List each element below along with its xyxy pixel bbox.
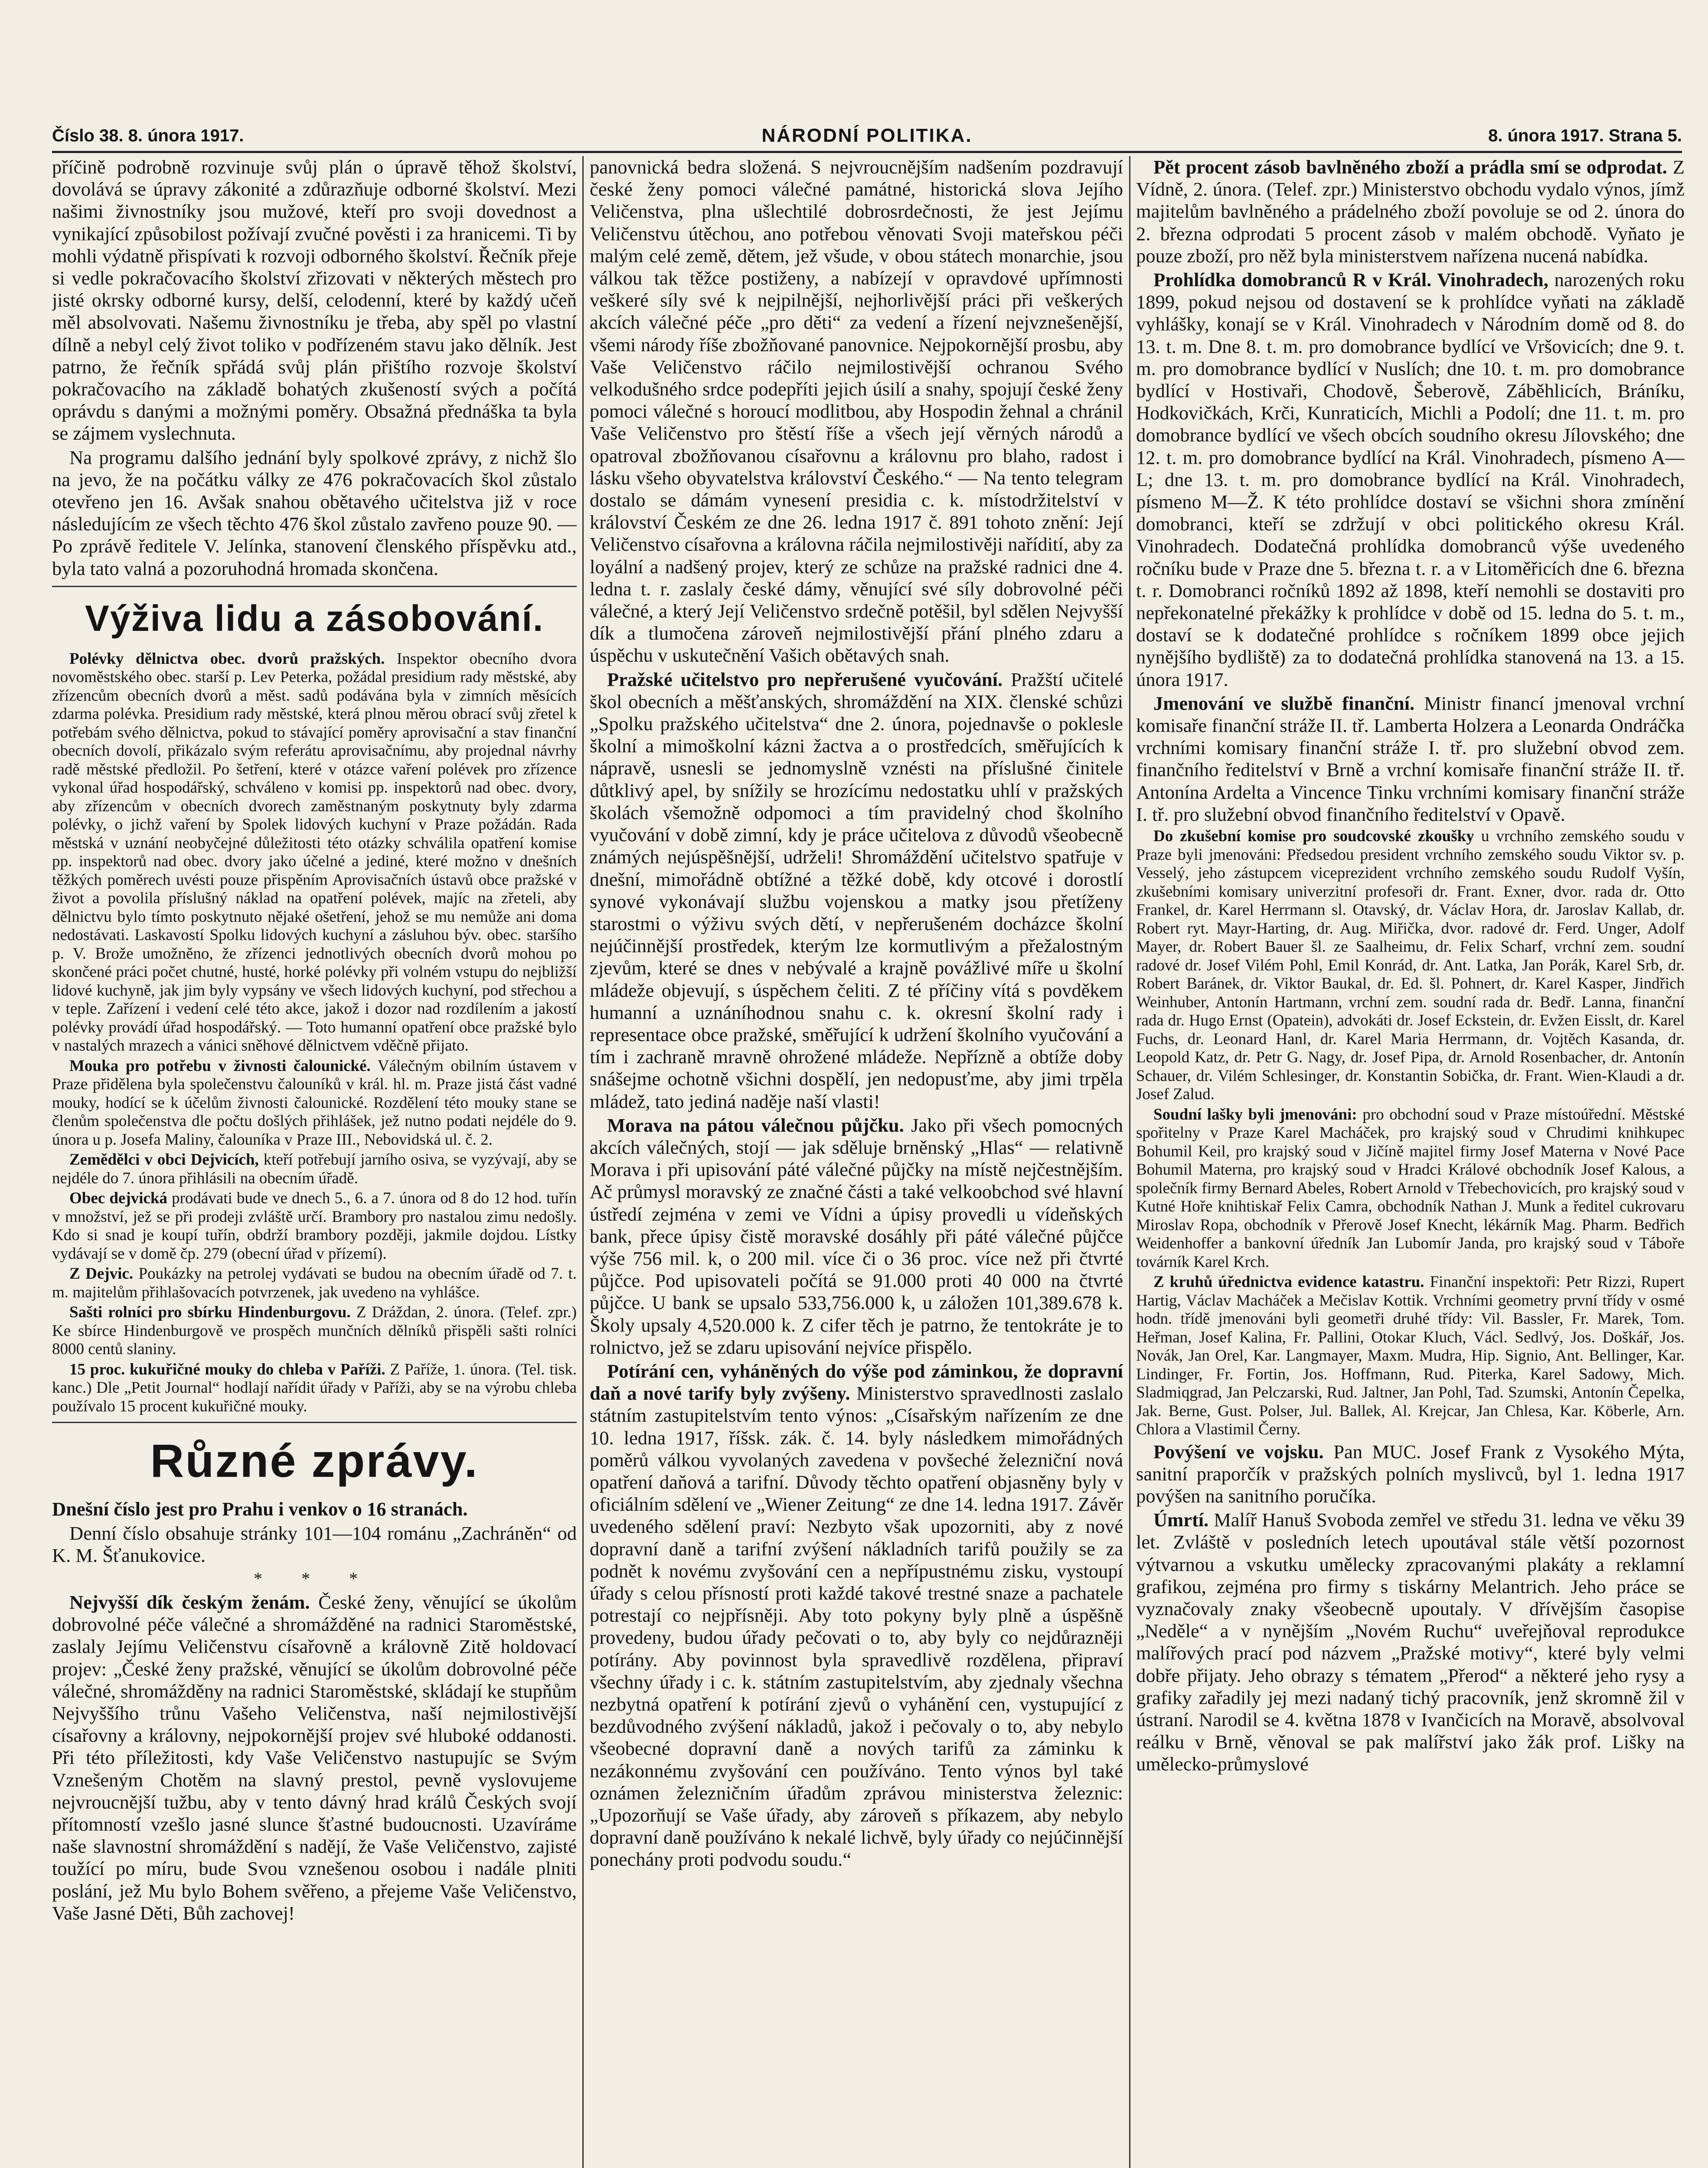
- news-title: Prohlídka domobranců R v Král. Vinohradech,: [1153, 269, 1548, 291]
- news-item: [1136, 1106, 1685, 1272]
- article-title: Polévky dělnictva obec. dvorů pražských.: [69, 650, 385, 668]
- news-item: [1136, 692, 1685, 826]
- article: [52, 1151, 577, 1188]
- issue-date-left: Číslo 38. 8. února 1917.: [52, 126, 244, 145]
- article: [52, 1057, 577, 1149]
- news-title: Potírání cen, vyháněných do výše pod záminkou, že dopravní daň a nové tarify byly zvýšeny.: [590, 1360, 1123, 1404]
- article-title: Obec dejvická: [69, 1189, 167, 1208]
- article-body: Inspektor obecního dvora novoměstského obec. starší p. Lev Peterka, požádal presidium rady městské, aby zřízencům obecních dvorů a měst. sadů podávána byla v zimních měsících zdarma polévka. Presidium rady městské, která plnou měrou obrací svůj zřetel k potřebám svého dělnictva, pokud to stávající poměry aprovisační a stav finanční obecních dovolí, přikázalo svým referátu aprovisačnímu, aby projednal návrhy radě městské předložil. Po šetření, které v otázce vaření polévek pro zřízence vykonal úřad hospodářský, schváleno v komisi pp. inspektorů nad obec. dvory, aby zřízencům v obecních dvorech zaměstnaným poskytnuty byly zdarma polévky, o jichž vaření by Spolek lidových kuchyní v Praze požádán. Rada městská v uznání neobyčejné důležitosti této otázky schválila opatření komise pp. inspektorů nad obec. dvory jako účelné a jediné, které možno v dnešních těžkých poměrech uvésti pouze přispěním Aprovisačních ústavů obce pražské v život a povolila příslušný náklad na opatření polévek, majíc na zřeteli, aby dělnictvu bylo tímto poskytnuto nějaké ošetření, jehož se mu nemůže ani doma nedostávati. Laskavostí Spolku lidových kuchyní a zásluhou býv. obec. staršího p. V. Brože umožněno, že zřízenci jednotlivých obecních dvorů mohou po skončené práci počet chutné, husté, horké polévky při volném vstupu do nejbližší lidové kuchyně, jak jim byly vypsány ve všech lidových kuchyní, pod střechou a v teple. Zařízení i vedení celé této akce, jakož i dozor nad rozdílením a jakostí polévky provádí úřad hospodářský. — Toto humanní opatření obce pražské bylo v nastalých mrazech a vánici sněhové dělnictvem vděčně přijato.: [52, 650, 577, 1055]
- news-body: u vrchního zemského soudu v Praze byli jmenováni: Předsedou president vrchního zemského soudu Viktor sv. p. Vesselý, jeho zástupcem viceprezident vrchního zemského soudu Rudolf Vyšín, zkušebními komisary univerzitní profesoři dr. Frant. Exner, dvor. rada dr. Otto Frankel, dr. Karel Herrmann sl. Otavský, dr. Václav Hora, dr. Jaroslav Kallab, dr. Robert ryt. Mayr-Harting, dr. Aug. Miřička, dvor. radové dr. Ferd. Unger, Adolf Mayer, dr. Robert Bauer šl. ze Saalheimu, dr. Felix Scharf, vrchní zem. soudní radové dr. Josef Vilém Pohl, Emil Konrád, dr. Ant. Latka, Jan Porák, Karel Srb, dr. Robert Baránek, dr. Viktor Baukal, dr. Ed. šl. Pohnert, dr. Karel Kasper, Jindřich Weinhuber, Antonín Hartmann, vrchní zem. soudní rada dr. Bedř. Lanna, finanční rada dr. Hugo Ernst (Opatein), advokáti dr. Josef Eckstein, dr. Evžen Eisslt, dr. Karel Fuchs, dr. Leonard Hanl, dr. Karel Maria Herrmann, dr. Vojtěch Kasanda, dr. Leopold Katz, dr. Petr G. Nagy, dr. Josef Pipa, dr. Arnold Rosenbacher, dr. Antonín Schauer, dr. Vilém Schlesinger, dr. Konstantin Sobička, dr. Frant. Wien-Klaudi a dr. Josef Zalud.: [1136, 827, 1685, 1104]
- news-item: [1136, 1441, 1685, 1508]
- news-title: Jmenování ve službě finanční.: [1153, 692, 1415, 714]
- news-body: Z Vídně, 2. února. (Telef. zpr.) Ministerstvo obchodu vydalo výnos, jímž majitelům bavlněného a prádelného zboží povoluje se od 2. února do 2. března odprodati 5 procent zásob v malém obchodě. Vyňato je pouze zboží, pro něž byla ministerstvem nařízena nucená nabídka.: [1136, 156, 1685, 267]
- paragraph: příčině podrobně rozvinuje svůj plán o úpravě těhož školství, dovolává se úpravy zákonité a zdůrazňuje odborné školství. Mezi našimi živnostníky jsou mužové, kteří pro svoji dovednost a vynikající způsobilost požívají zvučné pověsti i za hranicemi. Ti by mohli výdatně přispívati k rozvoji odborného školství. Řečník přeje si vedle pokračovacího školství zřizovati v některých městech pro jisté okrsky odborné kursy, delší, celodenní, které by každý učeň měl absolvovati. Našemu živnostníku je třeba, aby spěl po vlastní dílně a nebyl celý život toliko v podřízeném stavu jako dělník. Jest patrno, že řečník spřádá svůj plán přištího rozvoje školství pokračovacího na základě bohatých zkušeností svých a počítá oprávdu s danými a možnými poměry. Obsažná přednáška ta byla se zájmem vyslechnuta.: [52, 156, 577, 444]
- news-item: [1136, 269, 1685, 691]
- newspaper-title: NÁRODNÍ POLITIKA.: [761, 125, 973, 146]
- column-divider: [582, 156, 584, 2168]
- article-title: Zemědělci v obci Dejvicích,: [69, 1151, 259, 1169]
- news-title: Soudní lašky byli jmenováni:: [1153, 1105, 1357, 1123]
- news-title: Pět procent zásob bavlněného zboží a prádla smí se odprodat.: [1153, 156, 1667, 178]
- news-body: Malíř Hanuš Svoboda zemřel ve středu 31. ledna ve věku 39 let. Zvláště v posledních letech upoutával stále větší pozornost výtvarnou a vskutku umělecky zpracovanými plakáty a reklamní grafikou, zejména pro firmy s tiskárny Melantrich. Jeho práce se vyznačovaly znaky všeobecně upoutaly. V dřívějším časopise „Neděle“ a v nynějším „Novém Ruchu“ uveřejňoval reprodukce malířových prací pod názvem „Pražské motivy“, které byly velmi dobře přijaty. Jeho obrazy s tématem „Přerod“ a některé jeho rysy a grafiky zařadily jej mezi nadaný tichý pracovník, jenž skromně žil v ústraní. Narodil se 4. května 1878 v Ivančicích na Moravě, absolvoval reálku v Brně, věnoval se pak malířství jako žák prof. Lišky na umělecko-průmyslové: [1136, 1509, 1685, 1775]
- article: [52, 1303, 577, 1359]
- news-body: narozených roku 1899, pokud nejsou od dostavení se k prohlídce vyňati na základě vyhlášky, konají se v Král. Vinohradech v Národním domě od 8. do 13. t. m. Dne 8. t. m. pro domobrance bydlící ve Vršovicích; dne 9. t. m. pro domobrance bydlící v Nuslích; dne 10. t. m. pro domobrance bydlící v Hostivaři, Chodově, Šeberově, Záběhlicích, Bráníku, Hodkovičkách, Krči, Kunraticích, Michli a Podolí; dne 11. t. m. pro domobrance bydlící ve všech obcích soudního okresu Jílovského; dne 12. t. m. pro domobrance bydlící na Král. Vinohradech, písmeno A—L; dne 13. t. m. pro domobrance bydlící na Král. Vinohradech, písmeno M—Ž. K této prohlídce dostaví se všichni shora zmínění domobranci, kteří se zdržují v obci politického okresu Král. Vinohradech. Dodatečná prohlídka domobranců výše uvedeného ročníku bude v Praze dne 5. března t. r. a v Litoměřicích dne 6. března t. r. Domobranci ročníků 1892 až 1898, kteří nemohli se dostaviti pro nepřekonatelné překážky k prohlídce v době od 15. ledna do 5. t. m., dostaví se k dodatečné prohlídce s ročníkem 1899 obce jejich nynějšího bydliště) za to dodatečná prohlídka stanovená na 13. a 15. února 1917.: [1136, 269, 1685, 690]
- section-divider: [52, 1422, 577, 1423]
- section-divider: [52, 586, 577, 587]
- news-item: [1136, 827, 1685, 1104]
- page-number-right: 8. února 1917. Strana 5.: [1488, 126, 1682, 145]
- article-body: Z Dráždan, 2. února. (Telef. zpr.) Ke sbírce Hindenburgově ve prospěch munčních dělníků přispěli sašti rolníci 8000 centů slaniny.: [52, 1303, 577, 1358]
- news-item: [590, 1114, 1123, 1358]
- news-item: [1136, 1509, 1685, 1775]
- news-title: Morava na pátou válečnou půjčku.: [607, 1114, 904, 1136]
- article-body: Válečným obilním ústavem v Praze přidělena byla společenstvu čalouníků v král. hl. m. Praze jistá část vadné mouky, hodící se k účelům živnosti čalounické. Rozdělení této mouky stane se členům společenstva dle počtu došlých přihlášek, jež nutno podati nejdéle do 9. února u p. Josefa Maliny, čalouníka v Praze III., Nebovidská ul. č. 2.: [52, 1057, 577, 1149]
- column-2: [590, 156, 1123, 2168]
- article: [52, 1361, 577, 1416]
- news-title: Do zkušební komise pro soudcovské zkoušky: [1153, 827, 1474, 846]
- news-item: Denní číslo obsahuje stránky 101—104 románu „Zachráněn“ od K. M. Šťanukovice.: [52, 1522, 577, 1566]
- article: [52, 1189, 577, 1263]
- news-title: Z kruhů úřednictva evidence katastru.: [1153, 1273, 1424, 1291]
- news-title: Dnešní číslo jest pro Prahu i venkov o 16 stranách.: [52, 1498, 468, 1520]
- news-item: [590, 1360, 1123, 1871]
- article-title: Mouka pro potřebu v živnosti čalounické.: [69, 1057, 371, 1075]
- column-divider: [1129, 156, 1130, 2168]
- article-body: prodávati bude ve dnech 5., 6. a 7. února od 8 do 12 hod. tuřín v množství, jež se při prodeji zvláště určí. Brambory pro nastalou zimu nedošly. Kdo si snad je koupí tuřín, obdrží brambory později, jakmile dojdou. Lístky vydávají se v domě čp. 279 (obecní úřad v přízemí).: [52, 1189, 577, 1263]
- news-body: České ženy, věnující se úkolům dobrovolné péče válečné a shromážděné na radnici Staroměstské, zaslaly Jejímu Veličenstvu císařovně a královně Zitě holdovací projev: „České ženy pražské, věnující se úkolům dobrovolné péče válečné, shromážděny na radnici Staroměstské, skládají ke stupňům Nejvyššího trůnu Vašeho Veličenstva, naší nejmilostivější císařovny a královny, nejpokornější projev své hluboké oddanosti. Při této příležitosti, kdy Vaše Veličenstvo nastupujíc se Svým Vznešeným Chotěm na slavný prestol, pevně vyslovujeme nejvroucnější tužbu, aby v tento dávný hrad králů Českých svojí přítomností vzešlo jasné slunce šťastné budoucnosti. Uzavíráme naše slavnostní shromáždění s nadějí, že Vaše Veličenstvo, zajisté toužící po míru, bude Svou vznešenou osobou i nadále plniti poslání, jež Mu bylo Bohem svěřeno, a přejeme Vaše Veličenstvo, Vaše Jasné Děti, Bůh zachovej!: [52, 1591, 577, 1924]
- article: [52, 1265, 577, 1302]
- column-1: [52, 156, 577, 2168]
- news-body: Pan MUC. Josef Frank z Vysokého Mýta, sanitní praporčík v pražských polních myslivců, byl 1. ledna 1917 povýšen na sanitního poručíka.: [1136, 1440, 1685, 1507]
- news-title: Pražské učitelstvo pro nepřerušené vyučování.: [607, 668, 1003, 690]
- news-body: pro obchodní soud v Praze místoúřední. Městské spořitelny v Praze Karel Macháček, pro krajský soud v Chrudimi knihkupec Bohumil Keil, pro krajský soud v Jičíně majitel firmy Josef Materna v Nové Pace Bohumil Materna, pro krajský soud v Hradci Králové obchodník Josef Kalous, a společník firmy Bernard Abeles, Robert Arnold v Třebechovicích, pro krajský soud v Kutné Hoře knihtiskař Felix Camra, obchodník Nathan J. Munk a ředitel cukrovaru Miroslav Ropa, obchodník v Přerově Josef Knecht, lékárník Mag. Pharm. Bedřich Weidenhoffer a bankovní úředník Jan Lubomír Janda, pro krajský soud v Táboře továrník Karel Krch.: [1136, 1105, 1685, 1271]
- news-item: [52, 1591, 577, 1924]
- section-heading-ruzne: Různé zprávy.: [150, 1434, 479, 1487]
- news-body: Pražští učitelé škol obecních a měšťanských, shromáždění na XIX. členské schůzi „Spolku pražského učitelstva“ dne 2. února, pojednavše o poklesle školní a mimoškolní kázni žactva a o prostředcích, směřujících k nápravě, usnesli se jednomyslně vznésti na příslušné činitele důtklivý apel, by snížily se hrozícímu nedostatku uhlí v pražských školách všemožně odpomoci a tím pravidelný chod školního vyučování v době zimní, kdy je práce učitelova z důvodů všeobecně známých nejúspěšnější, udrželi! Shromáždění učitelstvo spatřuje v dnešní, mimořádně obtížné a těžké době, kdy otcové i dorostlí synové vykonávají službu vojenskou a matky jsou přetíženy starostmi o výživu svých dětí, v nepřerušeném docházce školní nejúčinnější prostředek, kterým lze kormutlivým a přežalostným zjevům, které se dnes v nebývalé a krajně povážlivé míře u školní mládeže objevují, s úspěchem čeliti. Z té příčiny vítá s povděkem humanní a uznáníhodnou snahu c. k. okresní školní rady i representace obce pražské, směřující k udržení školního vyučování a tím i zachraně mravně ohrožené mládeže. Nepřízně a obtíže doby snášejme ochotně všichni dospělí, jen nedopusťme, aby jimi trpěla mládež, tato jediná naděje naší vlasti!: [590, 668, 1123, 1112]
- page-header: [52, 121, 1682, 153]
- news-item: [1136, 156, 1685, 267]
- news-title: Nejvyšší dík českým ženám.: [69, 1591, 310, 1613]
- paragraph: panovnická bedra složená. S nejvroucnějším nadšením pozdravují české ženy pomoci válečné památné, historická slova Jejího Veličenstva, plna ušlechtilé dobrosrdečnosti, že jest Jejímu Veličenstvu útěchou, ano potřebou věnovati Svoji mateřskou péči malým celé země, dětem, jež všude, v obou státech monarchie, jsou válkou tak těžce postiženy, a nabízejí v opravdové upřímnosti veškeré síly své k nejpilnější, nejhorlivější práci při veškerých akcích válečné péče „pro děti“ za vedení a řízení nejvznešenější, všemi národy říše zbožňované panovnice. Nejpokornější prosbu, aby Vaše Veličenstvo ráčilo nejmilostivější ochranou Svého velkodušného srdce podepříti jejich úsilí a snahy, spojují české ženy pomoci válečné s horoucí modlitbou, aby Hospodin žehnal a chránil Vaše Veličenstvo pro štěstí říše a všech její věrných národů a opatroval zbožňovanou císařovnu a královnu pro blaho, radost i lásku všeho obyvatelstva království Českého.“ — Na tento telegram dostalo se dámám vynesení presidia c. k. místodržitelství v království Českém ze dne 26. ledna 1917 č. 891 tohoto znění: Její Veličenstvo císařovna a královna ráčila nejmilostivěji nařídití, aby za loyální a nadšený projev, který ze schůze na pražské radnici dne 4. ledna t. r. zaslaly české dámy, věnující své síly dobrovolné péči válečné, a který Její Veličenstvo srdečně potěšil, byl sdělen Nejvyšší dík a tlumočena zároveň nejmilostivější přání plného zdaru a úspěchu v uskutečnění Vašich obětavých snah.: [590, 156, 1123, 666]
- article-title: Sašti rolníci pro sbírku Hindenburgovu.: [69, 1303, 351, 1322]
- article-body: Poukázky na petrolej vydávati se budou na obecním úřadě od 7. t. m. majitelům přihlašovacích potvrzenek, jak uvedeno na vyhlášce.: [52, 1265, 577, 1301]
- asterisk-separator: * * *: [254, 1568, 375, 1588]
- article-body: Z Paříže, 1. února. (Tel. tisk. kanc.) Dle „Petit Journal“ hodlají nařídit úřady v Paříži, aby se na výrobu chleba používalo 15 procent kukuřičné mouky.: [52, 1360, 577, 1415]
- news-title: Povýšení ve vojsku.: [1153, 1440, 1324, 1463]
- paragraph: Na programu dalšího jednání byly spolkové zprávy, z nichž šlo na jevo, že na počátku války ze 476 pokračovacích škol zůstalo otevřeno jen 16. Avšak snahou obětavého učitelstva již v roce následujícím ze všech těchto 476 škol zůstalo zavřeno pouze 90. — Po zprávě ředitele V. Jelínka, stanovení členského příspěvku atd., byla tato valná a pozoruhodná hromada skončena.: [52, 446, 577, 579]
- news-body: Ministerstvo spravedlnosti zaslalo státním zastupitelstvím tento výnos: „Císařským nařízením ze dne 10. ledna 1917, říšsk. zák. č. 14. byly následkem mimořádných poměrů válkou vyvolaných zavedena v povšeché železniční nová opatření daňová a tarifní. Důvody těchto opatření objasněny byly v oficiálním sdělení ve „Wiener Zeitung“ ze dne 14. ledna 1917. Závěr uvedeného sdělení praví: Nezbyto však upozorniti, aby z nové dopravní daně a tarifní zvýšení nákladních tarifů použily se za podnět k novému zvyšování cen a nepřípustnému zisku, vystoupí úřady s celou přísností proti každé takové trestné snaze a pachatele potrestají co nejpřísněji. Aby toto pokyny byly plně a úspěšně provedeny, budou úřady pečovati o to, aby byly co nejdůrazněji potírány. Aby povinnost byla spravedlivě rozdělena, připraví všechny úřady i c. k. státním zastupitelstvím, aby zjednaly všechna nezbytná opatření k potírání zjevů o vyhánění cen, vystupující z bezdůvodného zvýšení nákladů, jakož i pečovaly o to, aby nebylo všeobecné dopravní daně a nových tarifů za záminku k nezákonnému zvyšování cen používáno. Tento výnos byl také oznámen železničním úřadům zprávou ministerstva železnic: „Upozorňují se Vaše úřady, aby zároveň s příkazem, aby nebylo dopravní daně používáno k nekalé lichvě, byly úřady co nejúčinnější ponechány proti podvodu soudu.“: [590, 1382, 1123, 1871]
- news-item: [52, 1498, 577, 1520]
- column-3: [1136, 156, 1685, 2168]
- news-body: Finanční inspektoři: Petr Rizzi, Rupert Hartig, Václav Macháček a Mečislav Kottik. Vrchními geometry první třídy v osmé hodn. třídě jmenováni byli geometři druhé třídy: Vil. Bassler, Fr. Marek, Tom. Heřman, Josef Kalina, Fr. Pallini, Otokar Kluch, Václ. Sedlvý, Jos. Doškář, Jos. Novák, Jan Orel, Kar. Langmayer, Maxm. Mudra, Hip. Signio, Ant. Bellinger, Kar. Lindinger, Fr. Fortin, Jos. Hoffmann, Rud. Piterka, Karel Sadowy, Mich. Sladmiqgrad, Jan Pelczarski, Rud. Jaltner, Jan Pohl, Tad. Szumski, Antonín Čepelka, Jak. Berne, Gust. Polser, Jul. Ballek, Al. Krejcar, Jan Chlesa, Kar. Köberle, Arn. Chlora a Vlastimil Černy.: [1136, 1273, 1685, 1439]
- article-title: 15 proc. kukuřičné mouky do chleba v Paříži.: [69, 1360, 385, 1378]
- news-body: Jako při všech pomocných akcích válečných, stojí — jak sděluje brněnský „Hlas“ — relativně Morava i při upisování páté válečné půjčky na místě nejčestnějším. Ač průmysl moravský ze značné části a také velkoobchod své hlavní ústředí zejména v zemi ve Vídni a úpisy provedli u vídeňských bank, přece úpisy čistě moravské dosáhly při páté válečné půjčce výše 756 mil. k, o 200 mil. více či o 36 proc. více než při čtvrté půjčce. Pod upisovateli počítá se 91.000 proti 40 000 na čtvrté půjčce. U bank se upsalo 533,756.000 k, u záložen 101,389.678 k. Školy upsaly 4,520.000 k. Z cifer těch je patrno, že tentokráte je to rolnictvo, jež se zdaru upisování nejvíce přispělo.: [590, 1114, 1123, 1358]
- news-item: [590, 669, 1123, 1113]
- news-title: Úmrtí.: [1153, 1509, 1209, 1531]
- article-body: kteří potřebují jarního osiva, se vyzývají, aby se nejdéle do 7. února přihlásili na obecním úřadě.: [52, 1151, 577, 1187]
- news-item: [1136, 1273, 1685, 1439]
- section-heading-vyziva: Výživa lidu a zásobování.: [85, 598, 544, 639]
- news-body: Ministr financí jmenoval vrchní komisaře finanční stráže II. tř. Lamberta Holzera a Leonarda Ondráčka vrchními komisary finanční stráže I. tř. pro služební obvod zem. finančního ředitelství v Brně a vrchní komisaře finanční stráže II. tř. Antonína Ardelta a Vincence Tinku vrchními komisary finanční stráže I. tř. pro služební obvod finančního ředitelství v Opavě.: [1136, 692, 1685, 825]
- article: [52, 650, 577, 1055]
- article-title: Z Dejvic.: [69, 1265, 134, 1283]
